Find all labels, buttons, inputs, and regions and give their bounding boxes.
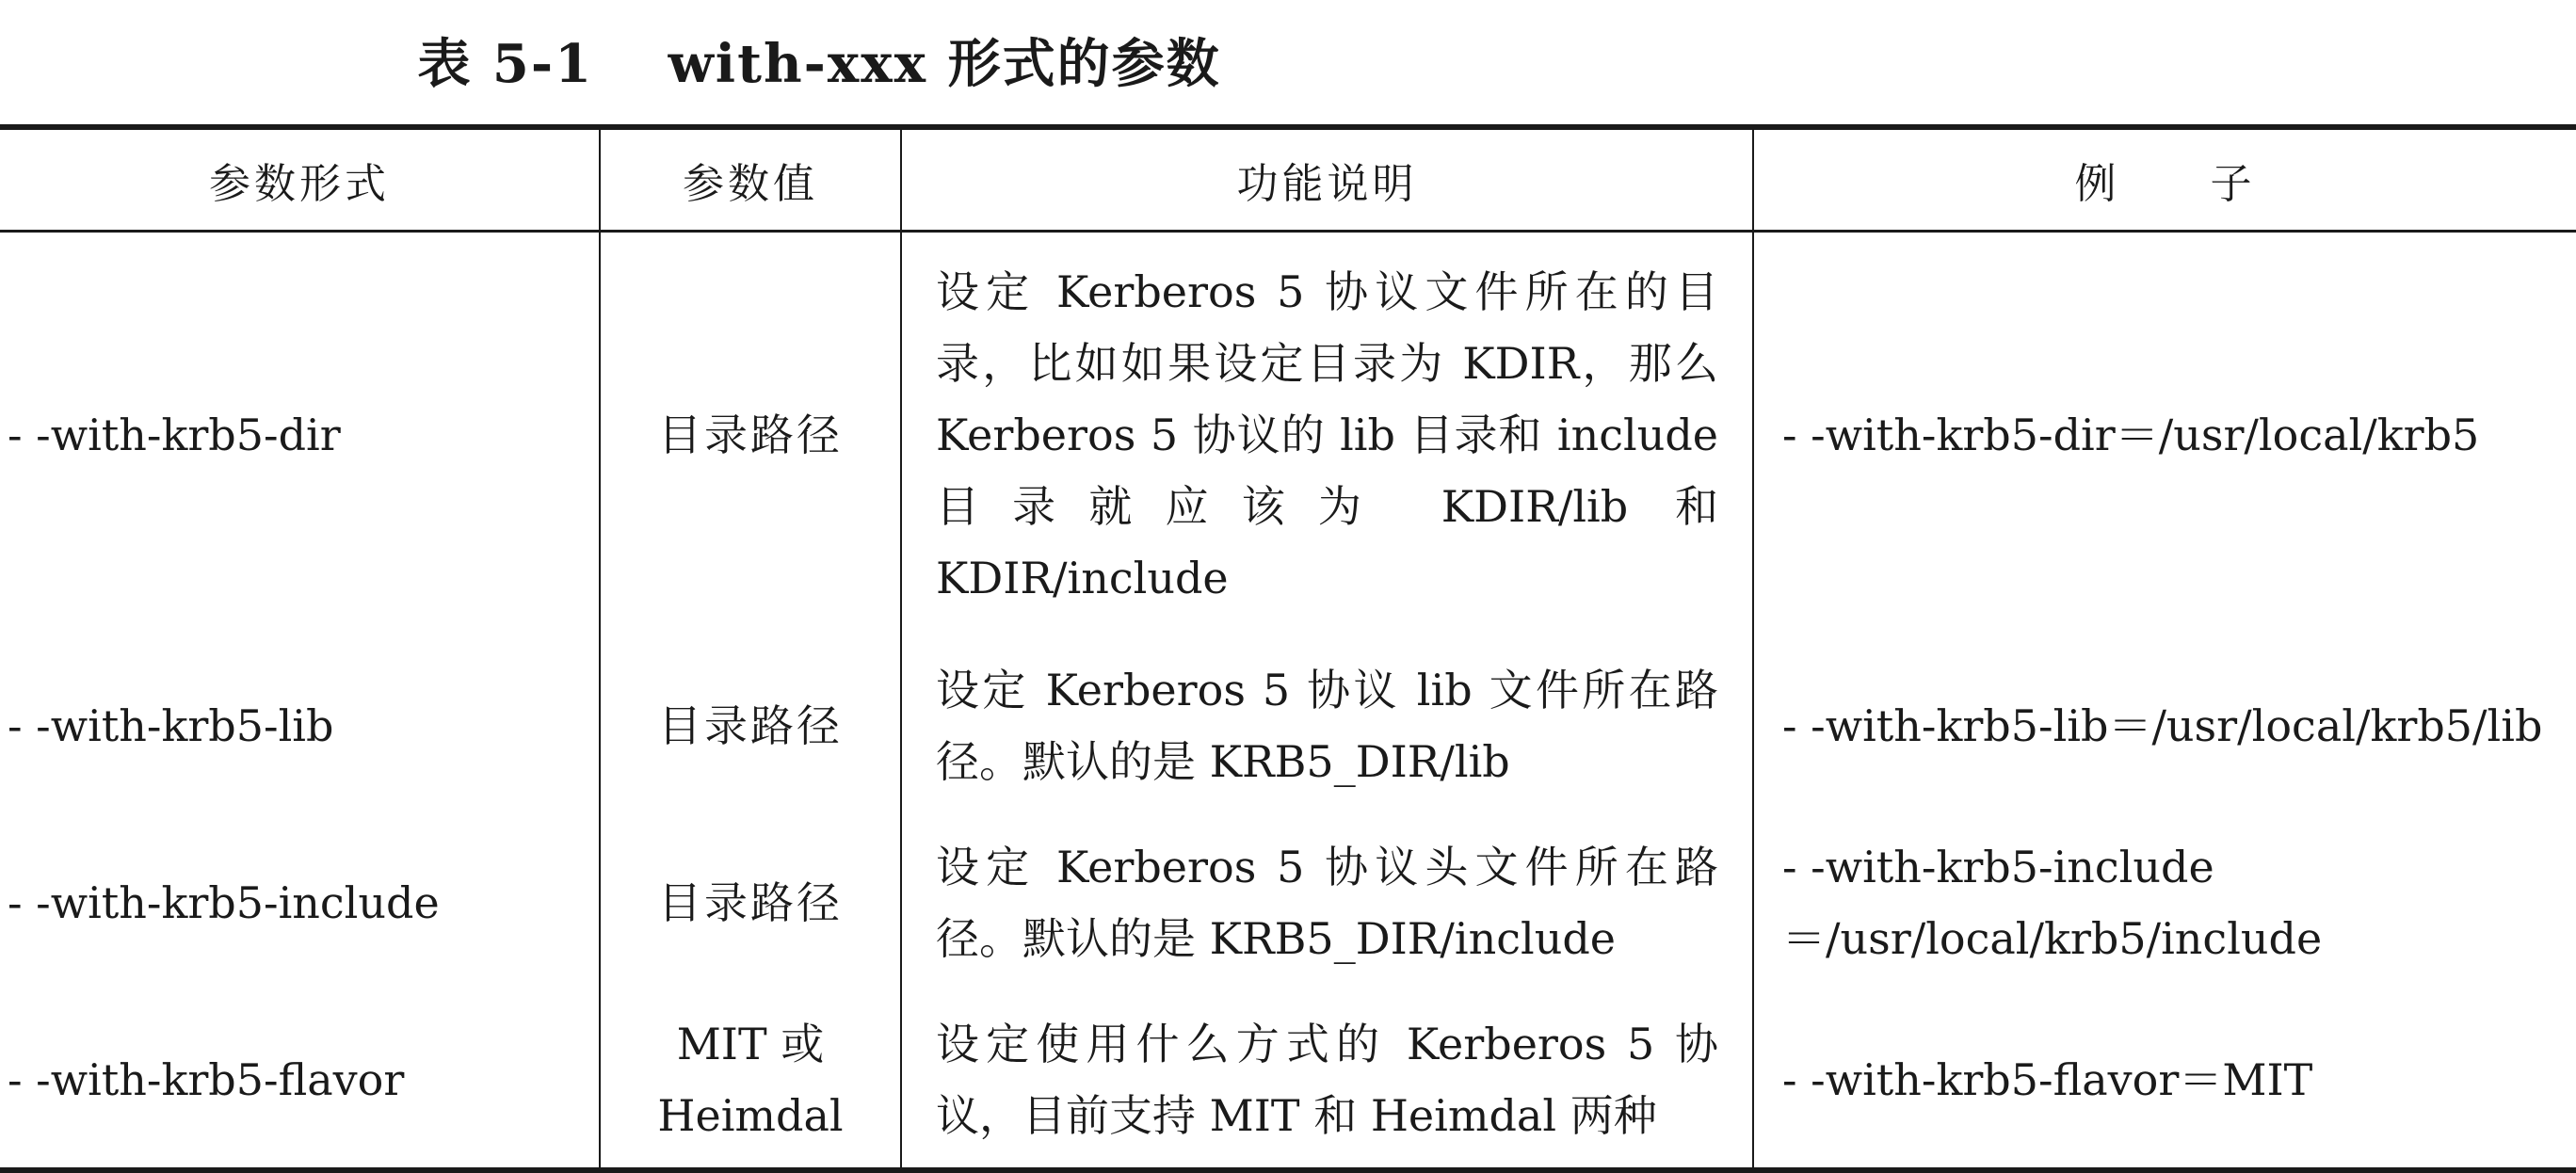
param-value-cell: MIT 或 Heimdal — [600, 991, 901, 1170]
param-value-cell: 目录路径 — [600, 637, 901, 814]
param-description-cell: 设定 Kerberos 5 协议头文件所在路径。默认的是 KRB5_DIR/include — [901, 814, 1753, 991]
param-description-cell: 设定 Kerberos 5 协议 lib 文件所在路径。默认的是 KRB5_DIR/lib — [901, 637, 1753, 814]
table-row — [0, 637, 2576, 814]
header-value: 参数值 — [600, 127, 901, 231]
param-form-cell: - -with-krb5-dir — [8, 409, 341, 460]
param-example-cell: - -with-krb5-include ＝/usr/local/krb5/include — [1753, 814, 2576, 991]
parameters-table — [0, 124, 2576, 1173]
param-example-cell: - -with-krb5-flavor＝MIT — [1753, 991, 2576, 1170]
table-row — [0, 231, 2576, 637]
param-value-cell: 目录路径 — [600, 231, 901, 637]
param-description-cell: 设定 Kerberos 5 协议文件所在的目录，比如如果设定目录为 KDIR，那么 Kerberos 5 协议的 lib 目录和 include目录就应该为 KDIR/lib 和 KDIR/include — [901, 231, 1753, 637]
param-form-cell: - -with-krb5-lib — [8, 700, 334, 751]
header-form: 参数形式 — [0, 127, 600, 231]
header-example: 例 子 — [1753, 127, 2576, 231]
table-header-row — [0, 127, 2576, 231]
param-description-cell: 设定使用什么方式的 Kerberos 5 协议，目前支持 MIT 和 Heimdal 两种 — [901, 991, 1753, 1170]
param-value-cell: 目录路径 — [600, 814, 901, 991]
table-row — [0, 991, 2576, 1170]
param-example-cell: - -with-krb5-lib＝/usr/local/krb5/lib — [1753, 637, 2576, 814]
table-row — [0, 814, 2576, 991]
param-form-cell: - -with-krb5-include — [8, 877, 440, 928]
param-example-cell: - -with-krb5-dir＝/usr/local/krb5 — [1753, 231, 2576, 637]
param-form-cell: - -with-krb5-flavor — [0, 991, 600, 1170]
table-caption: 表 5-1 with-xxx 形式的参数 — [417, 33, 1221, 95]
header-description: 功能说明 — [901, 127, 1753, 231]
